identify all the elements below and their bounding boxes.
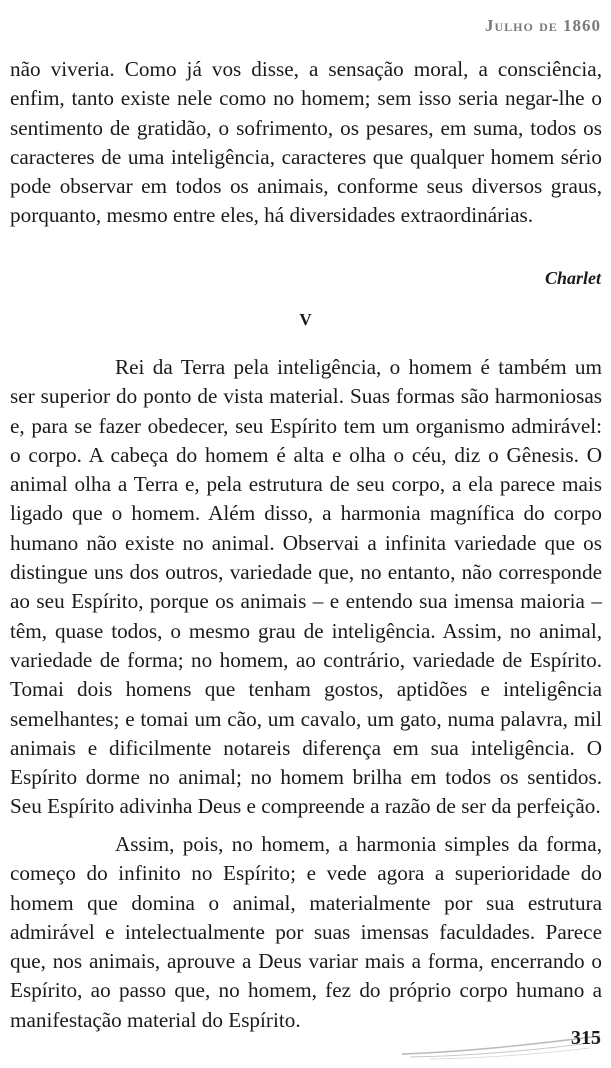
paragraph-2: Rei da Terra pela inteligência, o homem é também um ser superior do ponto de vista material. Suas formas são harmoniosas e, para se fazer obedecer, seu Espírito tem um organismo admirável: o corpo. A cabeça do homem é alta e olha o céu, diz o Gênesis. O animal olha a Terra e, pela estrutura de seu corpo, a ela parece mais ligado que o homem. Além disso, a harmonia magnífica do corpo humano não existe no animal. Observai a infinita variedade que os distingue uns dos outros, variedade que, no entanto, não corresponde ao seu Espírito, porque os animais – e entendo sua imensa maioria – têm, quase todos, o mesmo grau de inteligência. Assim, no animal, variedade de forma; no homem, ao contrário, variedade de Espírito. Tomai dois homens que tenham gostos, aptidões e inteligência semelhantes; e tomai um cão, um cavalo, um gato, numa palavra, mil animais e dificilmente notareis diferença em sua inteligência. O Espírito dorme no animal; no homem brilha em todos os sentidos. Seu Espírito adivinha Deus e compreende a razão de ser da perfeição. bbox=[10, 355, 602, 819]
section-number: V bbox=[299, 310, 312, 329]
running-header: Julho de 1860 bbox=[484, 16, 601, 35]
paragraph-3: Assim, pois, no homem, a harmonia simples da forma, começo do infinito no Espírito; e vede agora a superioridade do homem que domina o animal, materialmente por sua estrutura admirável e intelectualmente por suas imensas faculdades. Parece que, nos animais, aprouve a Deus variar mais a forma, encerrando o Espírito, ao passo que, no homem, fez do próprio corpo humano a manifestação material do Espírito. bbox=[10, 832, 602, 1032]
author-signature: Charlet bbox=[544, 268, 601, 288]
page-number: 315 bbox=[571, 1027, 601, 1049]
paragraph-1: não viveria. Como já vos disse, a sensação moral, a consciência, enfim, tanto existe nele como no homem; sem isso seria negar-lhe o sentimento de gratidão, o sofrimento, os pesares, em suma, todos os caracteres de uma inteligência, caracteres que qualquer homem sério pode observar em todos os animais, conforme seus diversos graus, porquanto, mesmo entre eles, há diversidades extraordinárias. bbox=[10, 57, 602, 228]
